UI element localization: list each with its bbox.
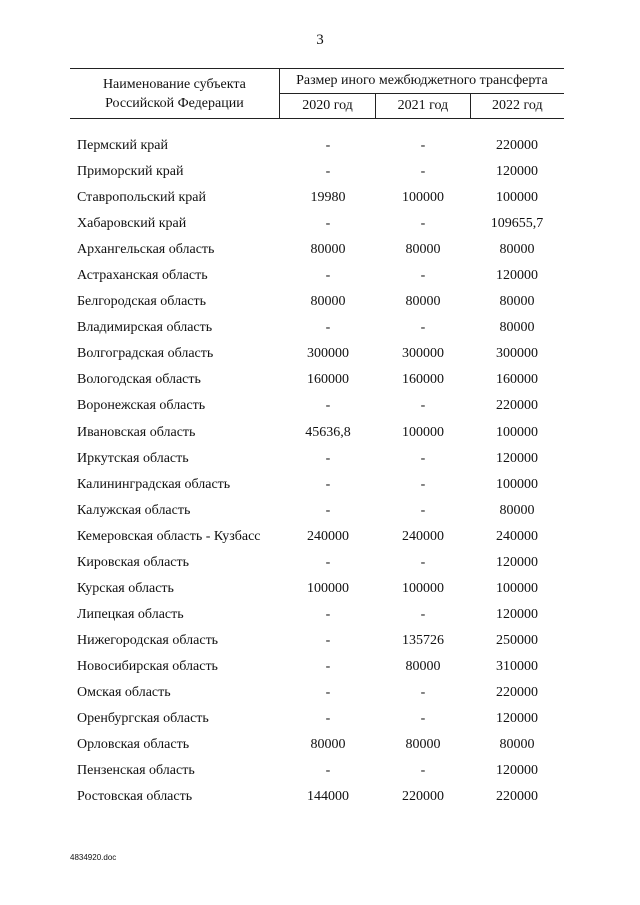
table-row bbox=[0, 654, 640, 680]
value-2021-cell: - bbox=[420, 711, 426, 727]
table-row bbox=[0, 393, 640, 419]
value-2021-cell: 100000 bbox=[402, 580, 444, 596]
page-number: 3 bbox=[316, 32, 324, 48]
table-row bbox=[0, 576, 640, 602]
value-2022-cell: 80000 bbox=[499, 242, 535, 258]
value-2021-cell: - bbox=[420, 554, 426, 570]
value-2021-cell: 240000 bbox=[402, 528, 444, 544]
value-2020-cell: 80000 bbox=[310, 242, 346, 258]
value-2022-cell: 120000 bbox=[496, 711, 538, 727]
value-2022-cell: 220000 bbox=[496, 789, 538, 805]
value-2020-cell: - bbox=[325, 502, 331, 518]
table-row bbox=[0, 289, 640, 315]
value-2022-cell: 120000 bbox=[496, 268, 538, 284]
value-2022-cell: 80000 bbox=[499, 737, 535, 753]
value-2021-cell: - bbox=[420, 684, 426, 700]
region-name-cell: Пензенская область bbox=[77, 763, 195, 779]
table-row bbox=[0, 420, 640, 446]
value-2021-cell: - bbox=[420, 606, 426, 622]
value-2020-cell: - bbox=[325, 164, 331, 180]
value-2020-cell: - bbox=[325, 711, 331, 727]
value-2020-cell: 144000 bbox=[307, 789, 349, 805]
region-name-cell: Кировская область bbox=[77, 554, 190, 570]
value-2020-cell: 45636,8 bbox=[305, 424, 351, 440]
value-2020-cell: 300000 bbox=[307, 346, 349, 362]
region-name-cell: Курская область bbox=[77, 580, 174, 596]
value-2022-cell: 80000 bbox=[499, 502, 535, 518]
table-row bbox=[0, 263, 640, 289]
value-2022-cell: 100000 bbox=[496, 580, 538, 596]
value-2021-cell: 135726 bbox=[402, 632, 444, 648]
value-2020-cell: - bbox=[325, 476, 331, 492]
value-2021-cell: - bbox=[420, 398, 426, 414]
region-name-cell: Калининградская область bbox=[77, 476, 231, 492]
region-name-cell: Хабаровский край bbox=[77, 216, 187, 232]
value-2020-cell: - bbox=[325, 606, 331, 622]
value-2020-cell: - bbox=[325, 632, 331, 648]
table-row bbox=[0, 211, 640, 237]
value-2022-cell: 300000 bbox=[496, 346, 538, 362]
value-2020-cell: 100000 bbox=[307, 580, 349, 596]
region-name-cell: Воронежская область bbox=[77, 398, 206, 414]
region-name-cell: Приморский край bbox=[77, 164, 184, 180]
value-2021-cell: 80000 bbox=[405, 737, 441, 753]
region-name-cell: Оренбургская область bbox=[77, 711, 209, 727]
value-2021-cell: - bbox=[420, 476, 426, 492]
value-2020-cell: - bbox=[325, 763, 331, 779]
region-name-cell: Калужская область bbox=[77, 502, 191, 518]
region-name-cell: Ставропольский край bbox=[77, 190, 206, 206]
table-header bbox=[70, 68, 564, 119]
header-year-2022: 2022 год bbox=[470, 94, 564, 119]
table-row bbox=[0, 367, 640, 393]
table-row bbox=[0, 524, 640, 550]
region-name-cell: Нижегородская область bbox=[77, 632, 219, 648]
value-2022-cell: 310000 bbox=[496, 658, 538, 674]
value-2020-cell: 19980 bbox=[310, 190, 346, 206]
value-2022-cell: 80000 bbox=[499, 320, 535, 336]
region-name-cell: Астраханская область bbox=[77, 268, 208, 284]
value-2021-cell: - bbox=[420, 502, 426, 518]
value-2022-cell: 220000 bbox=[496, 684, 538, 700]
value-2021-cell: 80000 bbox=[405, 242, 441, 258]
value-2022-cell: 100000 bbox=[496, 476, 538, 492]
value-2022-cell: 250000 bbox=[496, 632, 538, 648]
value-2021-cell: 80000 bbox=[405, 658, 441, 674]
value-2022-cell: 100000 bbox=[496, 190, 538, 206]
value-2021-cell: 300000 bbox=[402, 346, 444, 362]
value-2022-cell: 220000 bbox=[496, 398, 538, 414]
table-row bbox=[0, 758, 640, 784]
value-2020-cell: - bbox=[325, 450, 331, 466]
table-row bbox=[0, 315, 640, 341]
value-2020-cell: - bbox=[325, 684, 331, 700]
region-name-cell: Архангельская область bbox=[77, 242, 215, 258]
value-2022-cell: 160000 bbox=[496, 372, 538, 388]
region-name-cell: Липецкая область bbox=[77, 606, 184, 622]
table-row bbox=[0, 628, 640, 654]
table-row bbox=[0, 472, 640, 498]
value-2021-cell: 100000 bbox=[402, 190, 444, 206]
table-row bbox=[0, 159, 640, 185]
value-2022-cell: 120000 bbox=[496, 164, 538, 180]
value-2022-cell: 120000 bbox=[496, 450, 538, 466]
value-2020-cell: - bbox=[325, 398, 331, 414]
region-name-cell: Волгоградская область bbox=[77, 346, 214, 362]
value-2020-cell: - bbox=[325, 554, 331, 570]
region-name-cell: Белгородская область bbox=[77, 294, 207, 310]
value-2021-cell: - bbox=[420, 763, 426, 779]
region-name-cell: Ростовская область bbox=[77, 789, 193, 805]
value-2020-cell: 80000 bbox=[310, 294, 346, 310]
header-transfer-size: Размер иного межбюджетного трансферта bbox=[279, 69, 564, 94]
table-row bbox=[0, 237, 640, 263]
value-2022-cell: 109655,7 bbox=[490, 216, 544, 232]
value-2022-cell: 80000 bbox=[499, 294, 535, 310]
header-year-2020: 2020 год bbox=[279, 94, 375, 119]
value-2021-cell: 220000 bbox=[402, 789, 444, 805]
header-region-name: Наименование субъекта Российской Федерации bbox=[70, 69, 279, 119]
table-body bbox=[0, 133, 640, 810]
value-2021-cell: - bbox=[420, 320, 426, 336]
value-2021-cell: - bbox=[420, 450, 426, 466]
table-row bbox=[0, 732, 640, 758]
region-name-cell: Ивановская область bbox=[77, 424, 196, 440]
value-2020-cell: - bbox=[325, 268, 331, 284]
table-row bbox=[0, 341, 640, 367]
region-name-cell: Орловская область bbox=[77, 737, 190, 753]
value-2020-cell: 80000 bbox=[310, 737, 346, 753]
value-2021-cell: 100000 bbox=[402, 424, 444, 440]
value-2022-cell: 120000 bbox=[496, 763, 538, 779]
header-year-2021: 2021 год bbox=[376, 94, 470, 119]
region-name-cell: Омская область bbox=[77, 684, 171, 700]
region-name-cell: Пермский край bbox=[77, 138, 168, 153]
value-2022-cell: 120000 bbox=[496, 606, 538, 622]
region-name-cell: Кемеровская область - Кузбасс bbox=[77, 528, 261, 544]
table-row bbox=[0, 133, 640, 159]
value-2020-cell: - bbox=[325, 658, 331, 674]
value-2020-cell: - bbox=[325, 320, 331, 336]
table-row bbox=[0, 550, 640, 576]
table-row bbox=[0, 706, 640, 732]
value-2022-cell: 220000 bbox=[496, 138, 538, 153]
region-name-cell: Вологодская область bbox=[77, 372, 201, 388]
value-2020-cell: 240000 bbox=[307, 528, 349, 544]
value-2021-cell: - bbox=[420, 216, 426, 232]
table-row bbox=[0, 680, 640, 706]
value-2020-cell: - bbox=[325, 216, 331, 232]
value-2021-cell: 80000 bbox=[405, 294, 441, 310]
value-2022-cell: 240000 bbox=[496, 528, 538, 544]
region-name-cell: Новосибирская область bbox=[77, 658, 218, 674]
value-2021-cell: 160000 bbox=[402, 372, 444, 388]
value-2021-cell: - bbox=[420, 138, 426, 153]
table-row bbox=[0, 498, 640, 524]
table-row bbox=[0, 602, 640, 628]
value-2021-cell: - bbox=[420, 164, 426, 180]
table-row bbox=[0, 784, 640, 810]
region-name-cell: Иркутская область bbox=[77, 450, 189, 466]
table-row bbox=[0, 446, 640, 472]
value-2020-cell: - bbox=[325, 138, 331, 153]
value-2022-cell: 120000 bbox=[496, 554, 538, 570]
table-row bbox=[0, 185, 640, 211]
value-2021-cell: - bbox=[420, 268, 426, 284]
region-name-cell: Владимирская область bbox=[77, 320, 213, 336]
value-2022-cell: 100000 bbox=[496, 424, 538, 440]
document-id: 4834920.doc bbox=[70, 853, 117, 862]
value-2020-cell: 160000 bbox=[307, 372, 349, 388]
